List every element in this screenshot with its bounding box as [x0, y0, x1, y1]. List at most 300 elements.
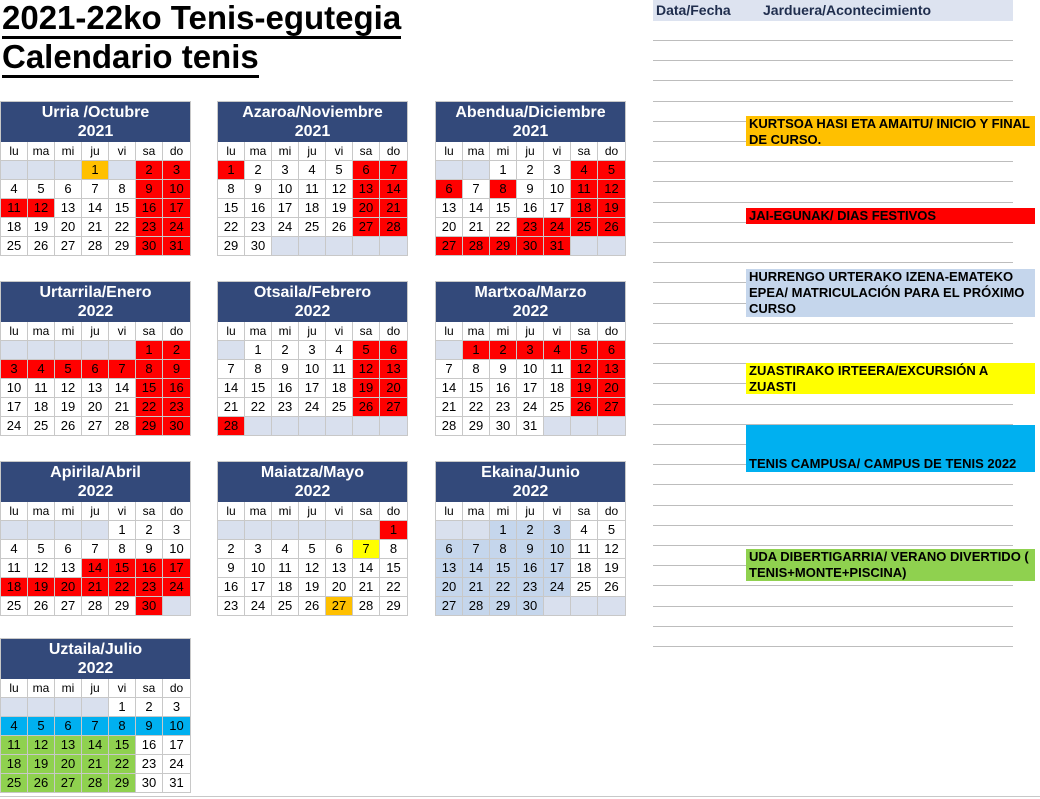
day-cell: 11 — [571, 180, 598, 199]
day-cell: 19 — [28, 578, 55, 597]
weekday-label: do — [380, 502, 408, 521]
weekday-row — [1, 679, 191, 698]
day-cell: 16 — [136, 736, 163, 755]
day-cell: 14 — [463, 199, 490, 218]
week-row — [436, 540, 626, 559]
empty-day-cell — [28, 161, 55, 180]
day-cell: 31 — [544, 237, 571, 256]
list-line — [653, 80, 1013, 81]
day-cell: 5 — [326, 161, 353, 180]
day-cell: 6 — [436, 540, 463, 559]
month-year: 2022 — [512, 483, 549, 500]
weekday-label: ju — [299, 502, 326, 521]
weekday-label: vi — [109, 679, 136, 698]
day-cell: 17 — [245, 578, 272, 597]
list-line — [653, 262, 1013, 263]
day-cell: 20 — [353, 199, 380, 218]
weekday-label: mi — [55, 679, 82, 698]
day-cell: 3 — [299, 341, 326, 360]
day-cell: 2 — [136, 698, 163, 717]
day-cell: 15 — [136, 379, 163, 398]
day-cell: 8 — [490, 180, 517, 199]
day-cell: 8 — [463, 360, 490, 379]
day-cell: 21 — [218, 398, 245, 417]
day-cell: 18 — [272, 578, 299, 597]
day-cell: 7 — [218, 360, 245, 379]
page-title: 2021-22ko Tenis-egutegia — [2, 0, 401, 39]
day-cell: 2 — [517, 521, 544, 540]
empty-day-cell — [28, 341, 55, 360]
weekday-label: ma — [28, 502, 55, 521]
day-cell: 8 — [245, 360, 272, 379]
day-cell: 13 — [326, 559, 353, 578]
week-row — [436, 417, 626, 436]
day-cell: 28 — [436, 417, 463, 436]
week-row — [1, 755, 191, 774]
month-name: Martxoa/Marzo — [474, 284, 587, 301]
week-row — [218, 559, 408, 578]
week-row — [218, 417, 408, 436]
empty-day-cell — [598, 597, 626, 616]
day-cell: 13 — [55, 736, 82, 755]
weekday-label: lu — [436, 502, 463, 521]
empty-day-cell — [109, 161, 136, 180]
day-cell: 3 — [544, 161, 571, 180]
list-line — [653, 60, 1013, 61]
day-cell: 3 — [163, 698, 191, 717]
month-header — [436, 462, 626, 502]
day-cell: 31 — [517, 417, 544, 436]
weekday-label: do — [380, 142, 408, 161]
day-cell: 16 — [517, 559, 544, 578]
week-row — [436, 578, 626, 597]
week-row — [218, 578, 408, 597]
day-cell: 19 — [598, 199, 626, 218]
weekday-label: vi — [326, 142, 353, 161]
week-row — [1, 237, 191, 256]
month-name: Apirila/Abril — [50, 464, 141, 481]
day-cell: 19 — [571, 379, 598, 398]
day-cell: 21 — [82, 218, 109, 237]
day-cell: 2 — [272, 341, 299, 360]
weekday-label: lu — [436, 322, 463, 341]
week-row — [436, 559, 626, 578]
month-calendar — [435, 281, 626, 436]
day-cell: 18 — [571, 199, 598, 218]
list-line — [653, 404, 1013, 405]
day-cell: 25 — [1, 774, 28, 793]
legend-tennis-campus: TENIS CAMPUSA/ CAMPUS DE TENIS 2022 — [746, 425, 1035, 472]
day-cell: 31 — [163, 237, 191, 256]
week-row — [436, 180, 626, 199]
day-cell: 6 — [55, 717, 82, 736]
week-row — [218, 180, 408, 199]
day-cell: 28 — [380, 218, 408, 237]
week-row — [1, 597, 191, 616]
empty-day-cell — [82, 698, 109, 717]
day-cell: 23 — [272, 398, 299, 417]
list-line — [653, 545, 1013, 546]
legend-enrollment-period: HURRENGO URTERAKO IZENA-EMATEKO EPEA/ MATRICULACIÓN PARA EL PRÓXIMO CURSO — [746, 269, 1035, 317]
month-name: Urtarrila/Enero — [39, 284, 152, 301]
day-cell: 24 — [272, 218, 299, 237]
week-row — [1, 379, 191, 398]
empty-day-cell — [82, 341, 109, 360]
day-cell: 11 — [272, 559, 299, 578]
day-cell: 8 — [109, 180, 136, 199]
day-cell: 15 — [490, 559, 517, 578]
day-cell: 29 — [218, 237, 245, 256]
day-cell: 25 — [1, 597, 28, 616]
day-cell: 11 — [544, 360, 571, 379]
weekday-label: do — [598, 322, 626, 341]
day-cell: 3 — [272, 161, 299, 180]
day-cell: 17 — [163, 199, 191, 218]
weekday-label: ju — [82, 502, 109, 521]
day-cell: 16 — [163, 379, 191, 398]
day-cell: 14 — [82, 736, 109, 755]
empty-day-cell — [218, 521, 245, 540]
week-row — [1, 774, 191, 793]
day-cell: 27 — [436, 237, 463, 256]
month-header — [218, 462, 408, 502]
day-cell: 14 — [463, 559, 490, 578]
week-row — [1, 199, 191, 218]
day-cell: 20 — [82, 398, 109, 417]
day-cell: 24 — [544, 578, 571, 597]
day-cell: 27 — [436, 597, 463, 616]
day-cell: 28 — [218, 417, 245, 436]
day-cell: 26 — [353, 398, 380, 417]
day-cell: 12 — [28, 199, 55, 218]
month-calendar — [435, 461, 626, 616]
day-cell: 15 — [218, 199, 245, 218]
month-header — [218, 282, 408, 322]
empty-day-cell — [598, 417, 626, 436]
day-cell: 17 — [272, 199, 299, 218]
weekday-label: vi — [544, 502, 571, 521]
weekday-label: lu — [218, 142, 245, 161]
weekday-label: ma — [28, 142, 55, 161]
day-cell: 10 — [163, 180, 191, 199]
day-cell: 24 — [245, 597, 272, 616]
day-cell: 3 — [163, 161, 191, 180]
day-cell: 16 — [245, 199, 272, 218]
day-cell: 4 — [326, 341, 353, 360]
empty-day-cell — [463, 521, 490, 540]
weekday-row — [1, 322, 191, 341]
day-cell: 20 — [436, 578, 463, 597]
weekday-label: ju — [517, 322, 544, 341]
activity-column-header: Jarduera/Acontecimiento — [763, 2, 932, 18]
month-year: 2021 — [77, 123, 114, 140]
weekday-label: do — [163, 502, 191, 521]
month-calendar — [435, 101, 626, 256]
day-cell: 12 — [299, 559, 326, 578]
day-cell: 8 — [136, 360, 163, 379]
week-row — [1, 717, 191, 736]
list-line — [653, 202, 1013, 203]
week-row — [436, 398, 626, 417]
month-calendar — [0, 461, 191, 616]
day-cell: 5 — [55, 360, 82, 379]
empty-day-cell — [1, 341, 28, 360]
day-cell: 19 — [353, 379, 380, 398]
day-cell: 23 — [218, 597, 245, 616]
day-cell: 8 — [380, 540, 408, 559]
week-row — [218, 218, 408, 237]
week-row — [436, 521, 626, 540]
day-cell: 22 — [463, 398, 490, 417]
day-cell: 13 — [55, 199, 82, 218]
day-cell: 4 — [544, 341, 571, 360]
empty-day-cell — [571, 237, 598, 256]
day-cell: 7 — [463, 180, 490, 199]
day-cell: 12 — [55, 379, 82, 398]
day-cell: 8 — [109, 540, 136, 559]
day-cell: 26 — [28, 237, 55, 256]
day-cell: 1 — [109, 521, 136, 540]
day-cell: 19 — [55, 398, 82, 417]
day-cell: 10 — [163, 717, 191, 736]
day-cell: 1 — [490, 521, 517, 540]
empty-day-cell — [109, 341, 136, 360]
week-row — [436, 341, 626, 360]
list-line — [653, 40, 1013, 41]
day-cell: 12 — [326, 180, 353, 199]
day-cell: 25 — [1, 237, 28, 256]
weekday-label: mi — [55, 322, 82, 341]
day-cell: 23 — [517, 578, 544, 597]
day-cell: 26 — [55, 417, 82, 436]
weekday-label: ju — [82, 322, 109, 341]
day-cell: 18 — [1, 218, 28, 237]
day-cell: 11 — [1, 199, 28, 218]
weekday-label: vi — [326, 322, 353, 341]
month-calendar — [217, 281, 408, 436]
events-list-header — [653, 0, 1013, 21]
empty-day-cell — [326, 521, 353, 540]
weekday-label: lu — [218, 502, 245, 521]
month-header — [218, 102, 408, 142]
empty-day-cell — [353, 417, 380, 436]
day-cell: 30 — [136, 774, 163, 793]
day-cell: 10 — [163, 540, 191, 559]
day-cell: 4 — [1, 180, 28, 199]
week-row — [436, 379, 626, 398]
day-cell: 11 — [1, 736, 28, 755]
day-cell: 14 — [218, 379, 245, 398]
weekday-row — [436, 502, 626, 521]
day-cell: 25 — [299, 218, 326, 237]
weekday-row — [218, 322, 408, 341]
weekday-label: do — [380, 322, 408, 341]
day-cell: 14 — [353, 559, 380, 578]
day-cell: 21 — [82, 755, 109, 774]
list-line — [653, 585, 1013, 586]
day-cell: 20 — [380, 379, 408, 398]
day-cell: 24 — [163, 218, 191, 237]
day-cell: 17 — [544, 199, 571, 218]
day-cell: 20 — [326, 578, 353, 597]
empty-day-cell — [55, 521, 82, 540]
day-cell: 24 — [163, 755, 191, 774]
month-year: 2022 — [77, 660, 114, 677]
day-cell: 22 — [245, 398, 272, 417]
empty-day-cell — [436, 521, 463, 540]
list-line — [653, 161, 1013, 162]
day-cell: 15 — [463, 379, 490, 398]
weekday-label: sa — [571, 142, 598, 161]
weekday-label: ma — [28, 322, 55, 341]
week-row — [218, 237, 408, 256]
day-cell: 21 — [353, 578, 380, 597]
weekday-label: lu — [1, 322, 28, 341]
day-cell: 9 — [245, 180, 272, 199]
weekday-row — [1, 142, 191, 161]
week-row — [1, 736, 191, 755]
week-row — [1, 540, 191, 559]
day-cell: 16 — [272, 379, 299, 398]
day-cell: 29 — [490, 237, 517, 256]
day-cell: 16 — [517, 199, 544, 218]
day-cell: 9 — [517, 180, 544, 199]
weekday-label: vi — [326, 502, 353, 521]
day-cell: 10 — [544, 540, 571, 559]
weekday-label: sa — [353, 502, 380, 521]
day-cell: 4 — [1, 540, 28, 559]
day-cell: 20 — [436, 218, 463, 237]
day-cell: 30 — [490, 417, 517, 436]
day-cell: 15 — [380, 559, 408, 578]
day-cell: 29 — [136, 417, 163, 436]
day-cell: 30 — [517, 237, 544, 256]
weekday-label: do — [163, 142, 191, 161]
day-cell: 26 — [28, 597, 55, 616]
day-cell: 15 — [109, 199, 136, 218]
day-cell: 17 — [163, 736, 191, 755]
day-cell: 18 — [1, 578, 28, 597]
day-cell: 28 — [463, 237, 490, 256]
day-cell: 21 — [463, 578, 490, 597]
day-cell: 5 — [598, 521, 626, 540]
day-cell: 18 — [571, 559, 598, 578]
day-cell: 23 — [490, 398, 517, 417]
weekday-label: do — [598, 502, 626, 521]
day-cell: 6 — [436, 180, 463, 199]
week-row — [218, 360, 408, 379]
day-cell: 6 — [353, 161, 380, 180]
day-cell: 22 — [109, 578, 136, 597]
week-row — [218, 199, 408, 218]
empty-day-cell — [380, 237, 408, 256]
day-cell: 30 — [136, 597, 163, 616]
month-name: Uztaila/Julio — [48, 641, 143, 658]
day-cell: 10 — [245, 559, 272, 578]
day-cell: 5 — [598, 161, 626, 180]
day-cell: 3 — [163, 521, 191, 540]
day-cell: 1 — [136, 341, 163, 360]
day-cell: 28 — [109, 417, 136, 436]
day-cell: 18 — [1, 755, 28, 774]
weekday-row — [436, 142, 626, 161]
day-cell: 2 — [245, 161, 272, 180]
day-cell: 24 — [299, 398, 326, 417]
weekday-label: ju — [299, 322, 326, 341]
empty-day-cell — [28, 698, 55, 717]
day-cell: 15 — [109, 559, 136, 578]
day-cell: 27 — [55, 597, 82, 616]
day-cell: 5 — [571, 341, 598, 360]
legend-fun-summer: UDA DIBERTIGARRIA/ VERANO DIVERTIDO ( TENIS+MONTE+PISCINA) — [746, 549, 1035, 581]
page-subtitle: Calendario tenis — [2, 39, 259, 78]
weekday-label: mi — [490, 322, 517, 341]
day-cell: 15 — [109, 736, 136, 755]
weekday-label: do — [163, 679, 191, 698]
day-cell: 18 — [28, 398, 55, 417]
weekday-label: vi — [109, 322, 136, 341]
day-cell: 12 — [571, 360, 598, 379]
week-row — [1, 180, 191, 199]
day-cell: 7 — [109, 360, 136, 379]
day-cell: 20 — [55, 755, 82, 774]
weekday-label: vi — [109, 502, 136, 521]
weekday-label: lu — [1, 502, 28, 521]
day-cell: 7 — [380, 161, 408, 180]
weekday-label: ma — [463, 322, 490, 341]
month-header — [436, 102, 626, 142]
day-cell: 9 — [136, 540, 163, 559]
day-cell: 9 — [490, 360, 517, 379]
day-cell: 10 — [544, 180, 571, 199]
day-cell: 29 — [380, 597, 408, 616]
day-cell: 24 — [1, 417, 28, 436]
weekday-label: mi — [490, 142, 517, 161]
empty-day-cell — [82, 521, 109, 540]
empty-day-cell — [326, 237, 353, 256]
weekday-label: sa — [136, 142, 163, 161]
day-cell: 26 — [28, 774, 55, 793]
day-cell: 28 — [82, 237, 109, 256]
day-cell: 7 — [82, 717, 109, 736]
week-row — [1, 341, 191, 360]
day-cell: 8 — [109, 717, 136, 736]
week-row — [1, 559, 191, 578]
month-header — [1, 462, 191, 502]
empty-day-cell — [571, 597, 598, 616]
month-year: 2022 — [77, 483, 114, 500]
weekday-label: mi — [490, 502, 517, 521]
day-cell: 27 — [380, 398, 408, 417]
day-cell: 23 — [136, 218, 163, 237]
day-cell: 28 — [82, 774, 109, 793]
empty-day-cell — [218, 341, 245, 360]
day-cell: 10 — [1, 379, 28, 398]
day-cell: 12 — [598, 540, 626, 559]
day-cell: 13 — [353, 180, 380, 199]
empty-day-cell — [55, 161, 82, 180]
day-cell: 5 — [299, 540, 326, 559]
week-row — [436, 199, 626, 218]
day-cell: 1 — [245, 341, 272, 360]
list-line — [653, 606, 1013, 607]
legend-course-start-end: KURTSOA HASI ETA AMAITU/ INICIO Y FINAL DE CURSO. — [746, 116, 1035, 146]
list-line — [653, 484, 1013, 485]
day-cell: 20 — [55, 578, 82, 597]
weekday-label: ma — [463, 502, 490, 521]
month-name: Otsaila/Febrero — [253, 284, 372, 301]
list-line — [653, 343, 1013, 344]
